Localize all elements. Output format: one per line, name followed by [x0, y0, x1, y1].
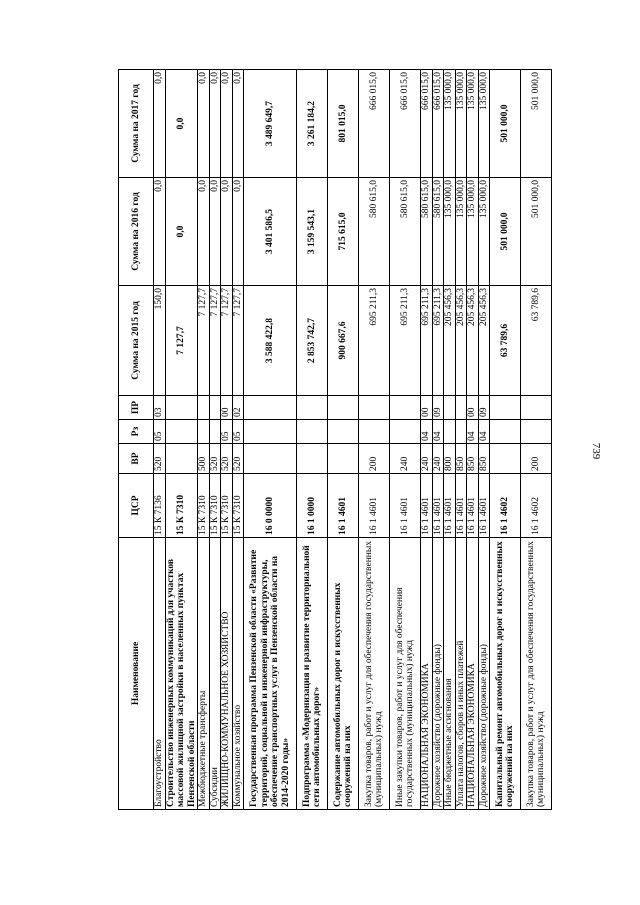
table-row	[390, 70, 421, 810]
table-cell-rz: 04	[478, 420, 490, 444]
table-cell-name: Подпрограмма «Модернизация и развитие территориальной сети автомобильных дорог»	[297, 538, 328, 810]
table-cell-csr: 15 К 7136	[154, 474, 166, 538]
table-cell-sum-2017: 666 015,0	[421, 70, 433, 178]
table-cell-name: Закупка товаров, работ и услуг для обеспечения государственных (муниципальных) нужд	[359, 538, 390, 810]
table-cell-sum-2015: 695 211,3	[390, 286, 421, 396]
table-cell-sum-2016: 0,0	[221, 178, 233, 286]
table-cell-sum-2016: 0,0	[165, 178, 198, 286]
table-cell-sum-2015: 900 667,6	[328, 286, 359, 396]
table-cell-rz: 05	[154, 420, 166, 444]
table-cell-name: Коммунальное хозяйство	[232, 538, 244, 810]
table-cell-pr	[490, 396, 521, 420]
table-cell-name: Благоустройство	[154, 538, 166, 810]
table-cell-pr: 09	[478, 396, 490, 420]
table-cell-rz: 04	[421, 420, 433, 444]
table-cell-csr: 16 1 4601	[467, 474, 479, 538]
table-cell-vr	[297, 444, 328, 474]
table-cell-sum-2017: 135 000,0	[467, 70, 479, 178]
table-cell-sum-2016: 580 615,0	[421, 178, 433, 286]
table-cell-csr: 15 К 7310	[209, 474, 221, 538]
page-number: 739	[590, 442, 602, 460]
table-cell-vr: 240	[432, 444, 444, 474]
table-cell-vr: 240	[390, 444, 421, 474]
table-cell-name: Закупка товаров, работ и услуг для обеспечения государственных (муниципальных) нужд	[521, 538, 552, 810]
table-cell-sum-2017: 0,0	[198, 70, 210, 178]
table-cell-pr: 00	[467, 396, 479, 420]
table-cell-name: Дорожное хозяйство (дорожные фонды)	[432, 538, 444, 810]
table-cell-sum-2017: 0,0	[221, 70, 233, 178]
table-cell-sum-2016: 0,0	[209, 178, 221, 286]
table-cell-pr	[165, 396, 198, 420]
table-cell-pr	[244, 396, 297, 420]
table-cell-csr: 16 1 4602	[490, 474, 521, 538]
table-cell-vr: 800	[444, 444, 456, 474]
table-row	[359, 70, 390, 810]
header-name: Наименование	[119, 538, 154, 810]
table-cell-sum-2017: 501 000,0	[521, 70, 552, 178]
table-cell-vr: 850	[467, 444, 479, 474]
table-cell-sum-2015: 205 456,3	[478, 286, 490, 396]
table-cell-sum-2015: 63 789,6	[521, 286, 552, 396]
table-cell-vr	[244, 444, 297, 474]
table-cell-sum-2017: 135 000,0	[455, 70, 467, 178]
table-cell-sum-2015: 695 211,3	[359, 286, 390, 396]
table-cell-pr	[297, 396, 328, 420]
table-cell-pr: 00	[221, 396, 233, 420]
table-cell-csr: 16 1 4601	[390, 474, 421, 538]
table-row	[432, 70, 444, 810]
table-cell-sum-2015: 150,0	[154, 286, 166, 396]
table-cell-vr	[165, 444, 198, 474]
header-rz: Рз	[119, 420, 154, 444]
table-cell-sum-2015: 2 853 742,7	[297, 286, 328, 396]
table-cell-csr: 16 1 0000	[297, 474, 328, 538]
table-row	[421, 70, 433, 810]
table-cell-sum-2015: 205 456,3	[467, 286, 479, 396]
header-sum-2015: Сумма на 2015 год	[119, 286, 154, 396]
table-row	[444, 70, 456, 810]
table-cell-csr: 16 1 4601	[478, 474, 490, 538]
table-cell-pr	[359, 396, 390, 420]
header-vr: ВР	[119, 444, 154, 474]
table-cell-sum-2015: 7 127,7	[209, 286, 221, 396]
table-cell-sum-2015: 7 127,7	[221, 286, 233, 396]
table-cell-csr: 16 1 4602	[521, 474, 552, 538]
table-cell-name: ЖИЛИЩНО-КОММУНАЛЬНОЕ ХОЗЯЙСТВО	[221, 538, 233, 810]
table-cell-name: Строительство инженерных коммуникаций для участков массовой жилищной застройки в населенных пунктах Пензенской области	[165, 538, 198, 810]
table-cell-vr: 240	[421, 444, 433, 474]
table-row	[467, 70, 479, 810]
table-cell-csr: 16 1 4601	[359, 474, 390, 538]
table-cell-csr: 15 К 7310	[198, 474, 210, 538]
table-cell-vr	[328, 444, 359, 474]
header-sum-2016: Сумма на 2016 год	[119, 178, 154, 286]
table-cell-sum-2015: 3 588 422,8	[244, 286, 297, 396]
table-cell-sum-2016: 135 000,0	[478, 178, 490, 286]
table-row	[297, 70, 328, 810]
table-cell-sum-2016: 501 000,0	[521, 178, 552, 286]
table-cell-pr	[390, 396, 421, 420]
table-cell-sum-2017: 3 261 184,2	[297, 70, 328, 178]
table-cell-vr: 500	[198, 444, 210, 474]
table-row	[455, 70, 467, 810]
table-cell-sum-2015: 63 789,6	[490, 286, 521, 396]
table-cell-sum-2015: 205 456,3	[455, 286, 467, 396]
table-cell-name: Уплата налогов, сборов и иных платежей	[455, 538, 467, 810]
table-cell-csr: 16 1 4601	[421, 474, 433, 538]
table-cell-pr	[198, 396, 210, 420]
table-cell-rz: 04	[432, 420, 444, 444]
table-cell-sum-2017: 0,0	[209, 70, 221, 178]
table-cell-name: Иные закупки товаров, работ и услуг для обеспечения государственных (муниципальных) нужд	[390, 538, 421, 810]
table-row	[232, 70, 244, 810]
table-cell-sum-2015: 7 127,7	[198, 286, 210, 396]
table-row	[244, 70, 297, 810]
table-cell-csr: 16 1 4601	[455, 474, 467, 538]
table-cell-sum-2016: 0,0	[198, 178, 210, 286]
table-cell-pr	[209, 396, 221, 420]
table-row	[521, 70, 552, 810]
table-cell-name: Иные бюджетные ассигнования	[444, 538, 456, 810]
header-pr: ПР	[119, 396, 154, 420]
table-cell-sum-2016: 580 615,0	[432, 178, 444, 286]
table-cell-rz	[297, 420, 328, 444]
table-cell-rz	[198, 420, 210, 444]
table-cell-vr: 850	[478, 444, 490, 474]
table-cell-pr: 09	[432, 396, 444, 420]
table-body	[154, 70, 552, 810]
table-cell-rz	[209, 420, 221, 444]
table-cell-csr: 15 К 7310	[165, 474, 198, 538]
table-cell-sum-2016: 580 615,0	[359, 178, 390, 286]
table-cell-sum-2017: 801 015,0	[328, 70, 359, 178]
table-cell-sum-2017: 3 489 649,7	[244, 70, 297, 178]
table-cell-sum-2017: 0,0	[232, 70, 244, 178]
table-cell-sum-2015: 7 127,7	[165, 286, 198, 396]
table-cell-sum-2016: 715 615,0	[328, 178, 359, 286]
table-cell-pr: 00	[421, 396, 433, 420]
table-cell-rz	[455, 420, 467, 444]
table-cell-vr: 520	[209, 444, 221, 474]
table-cell-sum-2017: 135 000,0	[444, 70, 456, 178]
table-row	[490, 70, 521, 810]
table-cell-pr: 02	[232, 396, 244, 420]
table-cell-rz	[444, 420, 456, 444]
table-cell-sum-2017: 135 000,0	[478, 70, 490, 178]
table-cell-sum-2017: 666 015,0	[390, 70, 421, 178]
table-row	[154, 70, 166, 810]
table-cell-vr: 520	[232, 444, 244, 474]
table-cell-rz	[165, 420, 198, 444]
table-cell-sum-2016: 135 000,0	[444, 178, 456, 286]
table-cell-pr	[328, 396, 359, 420]
table-cell-vr: 520	[221, 444, 233, 474]
table-cell-rz	[244, 420, 297, 444]
header-sum-2017: Сумма на 2017 год	[119, 70, 154, 178]
table-cell-vr: 520	[154, 444, 166, 474]
budget-table	[118, 69, 552, 810]
table-cell-sum-2017: 666 015,0	[359, 70, 390, 178]
table-cell-sum-2015: 205 456,3	[444, 286, 456, 396]
table-cell-pr	[521, 396, 552, 420]
table-cell-sum-2016: 3 159 543,1	[297, 178, 328, 286]
table-cell-rz	[328, 420, 359, 444]
table-cell-name: Содержание автомобильных дорог и искусственных сооружений на них	[328, 538, 359, 810]
table-cell-sum-2015: 695 211,3	[432, 286, 444, 396]
table-cell-rz: 05	[232, 420, 244, 444]
table-cell-pr	[444, 396, 456, 420]
table-cell-name: НАЦИОНАЛЬНАЯ ЭКОНОМИКА	[421, 538, 433, 810]
table-cell-rz: 04	[467, 420, 479, 444]
table-cell-vr: 200	[521, 444, 552, 474]
table-row	[328, 70, 359, 810]
table-cell-name: Субсидии	[209, 538, 221, 810]
table-cell-csr: 15 К 7310	[232, 474, 244, 538]
table-row	[209, 70, 221, 810]
table-cell-rz	[359, 420, 390, 444]
table-cell-vr: 200	[359, 444, 390, 474]
table-cell-sum-2015: 695 211,3	[421, 286, 433, 396]
table-cell-sum-2016: 0,0	[154, 178, 166, 286]
table-cell-vr: 850	[455, 444, 467, 474]
table-row	[198, 70, 210, 810]
table-cell-sum-2016: 3 401 586,5	[244, 178, 297, 286]
table-cell-sum-2016: 501 000,0	[490, 178, 521, 286]
table-cell-csr: 16 1 4601	[444, 474, 456, 538]
budget-table-container	[118, 70, 582, 810]
table-cell-name: Капитальный ремонт автомобильных дорог и искусственных сооружений на них	[490, 538, 521, 810]
table-cell-rz	[521, 420, 552, 444]
table-cell-csr: 16 1 4601	[432, 474, 444, 538]
table-cell-pr	[455, 396, 467, 420]
table-cell-name: Дорожное хозяйство (дорожные фонды)	[478, 538, 490, 810]
table-cell-sum-2016: 135 000,0	[455, 178, 467, 286]
table-cell-csr: 16 1 4601	[328, 474, 359, 538]
table-cell-sum-2017: 0,0	[154, 70, 166, 178]
table-cell-csr: 15 К 7310	[221, 474, 233, 538]
table-cell-csr: 16 0 0000	[244, 474, 297, 538]
table-row	[221, 70, 233, 810]
table-cell-sum-2017: 0,0	[165, 70, 198, 178]
table-cell-rz	[390, 420, 421, 444]
table-cell-sum-2017: 666 015,0	[432, 70, 444, 178]
table-cell-rz: 05	[221, 420, 233, 444]
header-csr: ЦСР	[119, 474, 154, 538]
table-cell-pr: 03	[154, 396, 166, 420]
table-cell-name: НАЦИОНАЛЬНАЯ ЭКОНОМИКА	[467, 538, 479, 810]
table-cell-sum-2016: 0,0	[232, 178, 244, 286]
table-cell-sum-2016: 135 000,0	[467, 178, 479, 286]
table-row	[478, 70, 490, 810]
table-cell-name: Межбюджетные трансферты	[198, 538, 210, 810]
table-cell-name: Государственная программа Пензенской области «Развитие территорий, социальной и инженерной инфраструктуры, обеспечение транспортных услуг в Пензенской области на 2014-2020 годы»	[244, 538, 297, 810]
table-cell-vr	[490, 444, 521, 474]
header-row	[119, 70, 154, 810]
table-cell-sum-2017: 501 000,0	[490, 70, 521, 178]
table-cell-rz	[490, 420, 521, 444]
table-row	[165, 70, 198, 810]
table-cell-sum-2015: 7 127,7	[232, 286, 244, 396]
table-cell-sum-2016: 580 615,0	[390, 178, 421, 286]
